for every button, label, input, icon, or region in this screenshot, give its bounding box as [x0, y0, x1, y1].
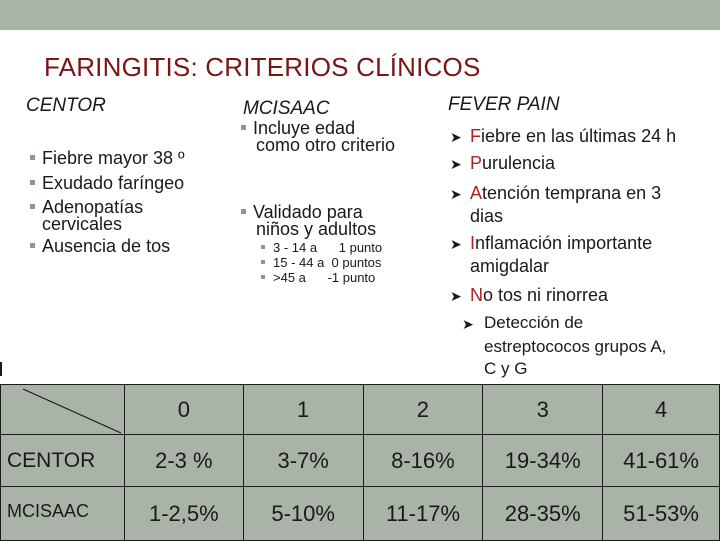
table-cell: 11-17%	[363, 487, 483, 541]
table-cell: 5-10%	[243, 487, 363, 541]
table-row	[1, 487, 720, 541]
fever-pain-item: Fiebre en las últimas 24 h	[470, 126, 677, 146]
fever-pain-item: No tos ni rinorrea	[470, 285, 609, 305]
table-header-cell: 2	[363, 385, 483, 435]
fever-pain-heading: FEVER PAIN	[448, 94, 560, 115]
bullet-icon	[241, 125, 246, 130]
table-cell: 41-61%	[603, 435, 720, 487]
table-header-cell: 1	[243, 385, 363, 435]
bullet-icon	[30, 180, 35, 185]
bullet-icon	[261, 260, 265, 264]
row-label: CENTOR	[1, 435, 125, 487]
centor-heading: CENTOR	[26, 95, 106, 116]
centor-item: Exudado faríngeo	[30, 175, 184, 192]
edge-mark	[0, 362, 2, 376]
table-cell: 28-35%	[483, 487, 603, 541]
arrow-bullet-icon: ➤	[450, 186, 462, 202]
arrow-bullet-icon: ➤	[450, 156, 462, 172]
mcisaac-item-cont: niños y adultos	[256, 219, 377, 239]
arrow-bullet-icon: ➤	[450, 236, 462, 252]
table-header-cell: 4	[603, 385, 720, 435]
row-label: MCISAAC	[1, 487, 125, 541]
table-header-row	[1, 385, 720, 435]
bullet-icon	[261, 245, 265, 249]
mcisaac-subitem: 3 - 14 a 1 punto	[261, 240, 382, 255]
mcisaac-heading: MCISAAC	[243, 98, 330, 119]
arrow-bullet-icon: ➤	[450, 288, 462, 304]
arrow-bullet-icon: ➤	[450, 129, 462, 145]
table-cell: 3-7%	[243, 435, 363, 487]
fever-pain-item: Inflamación importante	[470, 233, 653, 253]
fever-pain-extra-cont: estreptococos grupos A,	[484, 337, 667, 356]
table-header-cell: 0	[124, 385, 243, 435]
fever-pain-item-cont: amigdalar	[470, 256, 550, 276]
mcisaac-subitem: 15 - 44 a 0 puntos	[261, 255, 381, 270]
table-cell: 51-53%	[603, 487, 720, 541]
fever-pain-extra-cont: C y G	[484, 359, 528, 378]
table-row	[1, 435, 720, 487]
page-title: FARINGITIS: CRITERIOS CLÍNICOS	[44, 52, 481, 82]
top-bar	[0, 0, 720, 30]
table-cell: 8-16%	[363, 435, 483, 487]
mcisaac-item-cont: como otro criterio	[256, 135, 396, 155]
fever-pain-extra: Detección de	[484, 313, 584, 332]
centor-item: Fiebre mayor 38 º	[30, 150, 185, 167]
bullet-icon	[30, 204, 35, 209]
table-cell: 2-3 %	[124, 435, 243, 487]
fever-pain-item: Atención temprana en 3	[470, 183, 662, 203]
fever-pain-item: Purulencia	[470, 153, 556, 173]
table-cell: 1-2,5%	[124, 487, 243, 541]
table-cell: 19-34%	[483, 435, 603, 487]
diagonal-line	[1, 385, 125, 435]
mcisaac-subitem: >45 a -1 punto	[261, 270, 375, 285]
bullet-icon	[30, 155, 35, 160]
table-header-cell: 3	[483, 385, 603, 435]
bullet-icon	[241, 209, 246, 214]
mcisaac-item: Incluye edad	[241, 120, 355, 137]
mcisaac-item: Validado para	[241, 204, 363, 221]
arrow-bullet-icon: ➤	[462, 316, 474, 332]
bullet-icon	[30, 243, 35, 248]
centor-item: Ausencia de tos	[30, 238, 170, 255]
bullet-icon	[261, 275, 265, 279]
centor-item-cont: cervicales	[42, 214, 123, 234]
score-table	[0, 384, 720, 540]
centor-item: Adenopatías	[30, 199, 143, 216]
fever-pain-item-cont: dias	[470, 206, 504, 226]
table-corner-cell	[1, 385, 125, 435]
